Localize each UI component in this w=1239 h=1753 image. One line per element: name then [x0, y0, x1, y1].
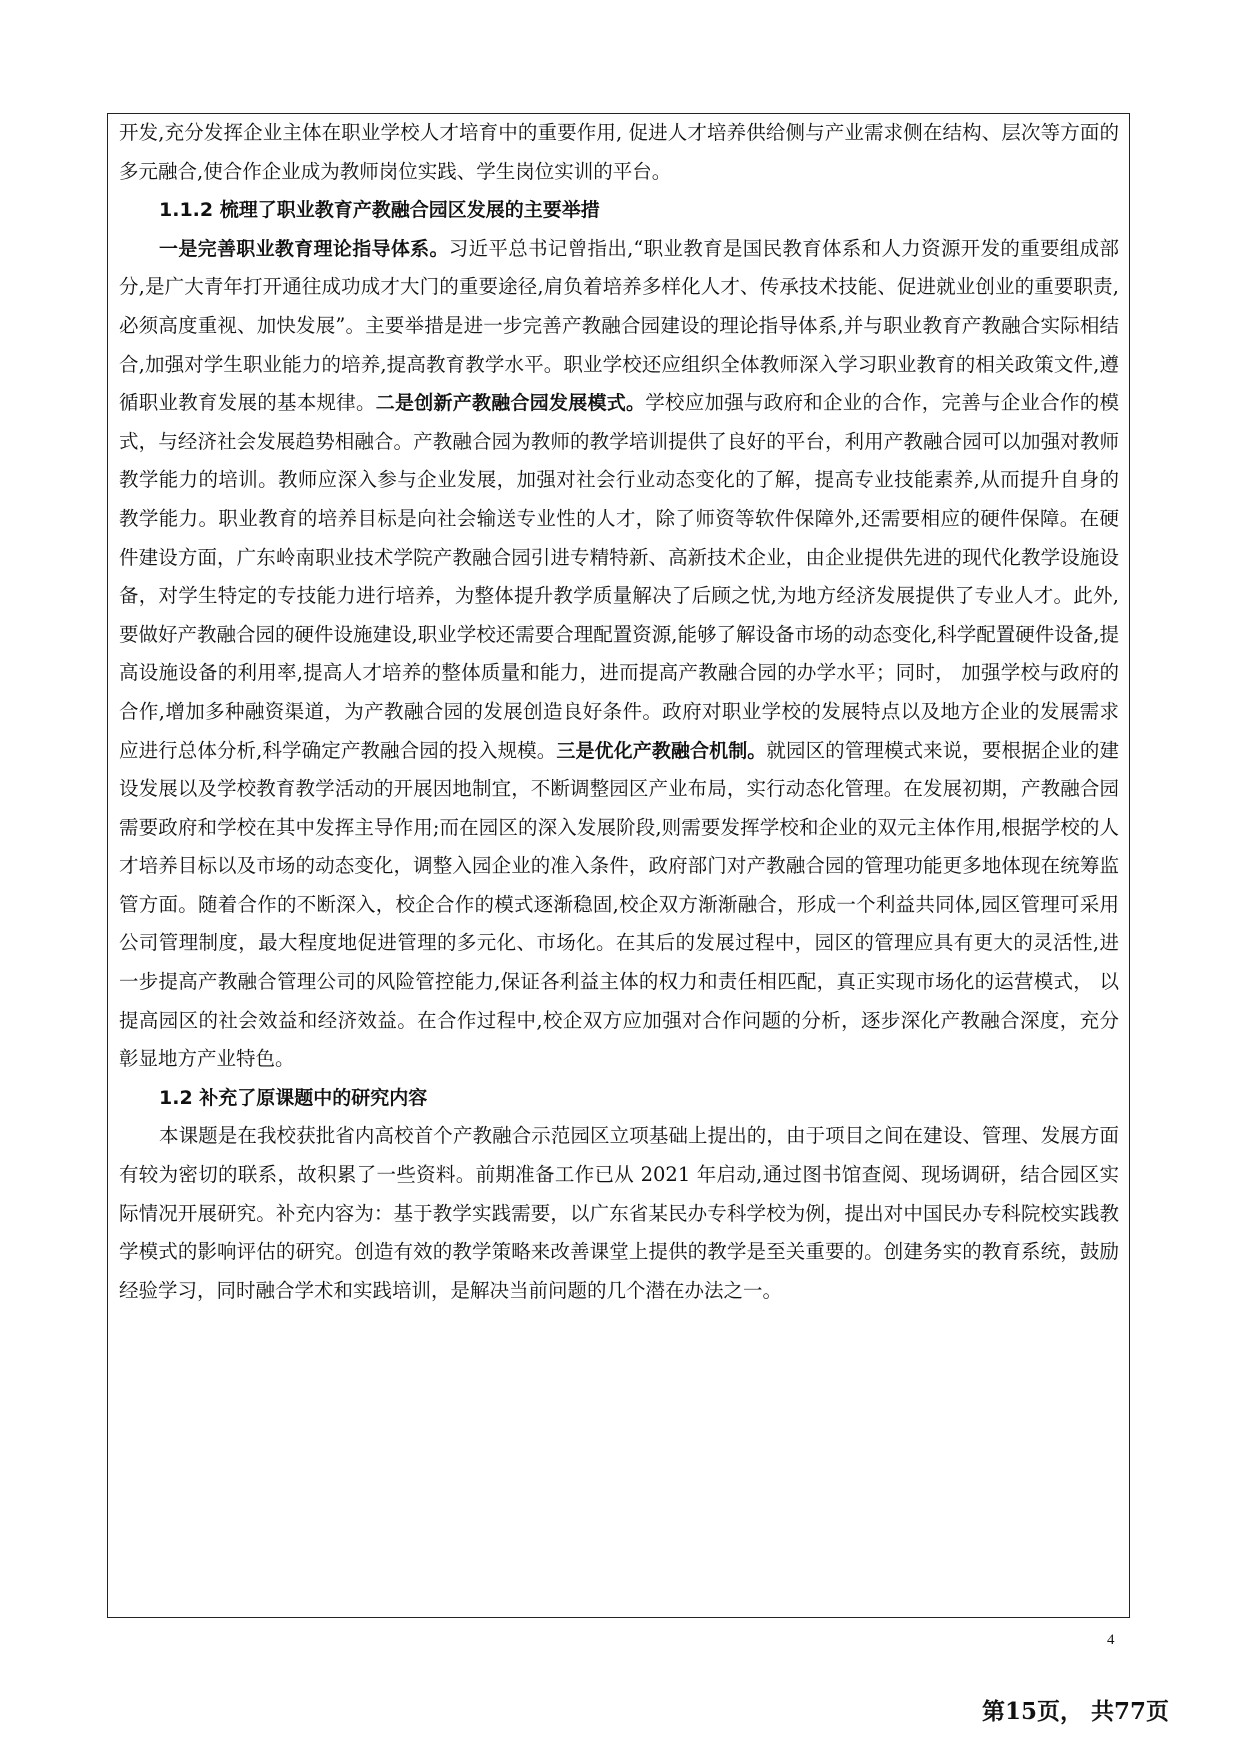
measure-2-title: 二是创新产教融合园发展模式。: [375, 392, 646, 415]
document-body: [119, 114, 1119, 1310]
measure-2-text: 学校应加强与政府和企业的合作，完善与企业合作的模式，与经济社会发展趋势相融合。产教融合园为教师的教学培训提供了良好的平台，利用产教融合园可以加强对教师教学能力的培训。教师应深入参与企业发展，加强对社会行业动态变化的了解，提高专业技能素养,从而提升自身的教学能力。职业教育的培养目标是向社会输送专业性的人才，除了师资等软件保障外,还需要相应的硬件保障。在硬件建设方面，广东岭南职业技术学院产教融合园引进专精特新、高新技术企业，由企业提供先进的现代化教学设施设备，对学生特定的专技能力进行培养，为整体提升教学质量解决了后顾之忧,为地方经济发展提供了专业人才。此外,要做好产教融合园的硬件设施建设,职业学校还需要合理配置资源,能够了解设备市场的动态变化,科学配置硬件设备,提高设施设备的利用率,提高人才培养的整体质量和能力，进而提高产教融合园的办学水平；同时， 加强学校与政府的合作,增加多种融资渠道，为产教融合园的发展创造良好条件。政府对职业学校的发展特点以及地方企业的发展需求应进行总体分析,科学确定产教融合园的投入规模。: [119, 391, 1119, 762]
paragraph-supplement: 本课题是在我校获批省内高校首个产教融合示范园区立项基础上提出的，由于项目之间在建设、管理、发展方面有较为密切的联系，故积累了一些资料。前期准备工作已从 2021 年启动,通过图书馆查阅、现场调研，结合园区实际情况开展研究。补充内容为：基于教学实践需要，以广东省某民办专科学校为例，提出对中国民办专科院校实践教学模式的影响评估的研究。创造有效的教学策略来改善课堂上提供的教学是至关重要的。创建务实的教育系统，鼓励经验学习，同时融合学术和实践培训，是解决当前问题的几个潜在办法之一。: [119, 1124, 1119, 1302]
measure-3-text: 就园区的管理模式来说，要根据企业的建设发展以及学校教育教学活动的开展因地制宜，不断调整园区产业布局，实行动态化管理。在发展初期，产教融合园需要政府和学校在其中发挥主导作用;而在园区的深入发展阶段,则需要发挥学校和企业的双元主体作用,根据学校的人才培养目标以及市场的动态变化，调整入园企业的准入条件，政府部门对产教融合园的管理功能更多地体现在统筹监管方面。随着合作的不断深入，校企合作的模式逐渐稳固,校企双方渐渐融合，形成一个利益共同体,园区管理可采用公司管理制度，最大程度地促进管理的多元化、市场化。在其后的发展过程中，园区的管理应具有更大的灵活性,进一步提高产教融合管理公司的风险管控能力,保证各利益主体的权力和责任相匹配，真正实现市场化的运营模式， 以提高园区的社会效益和经济效益。在合作过程中,校企双方应加强对合作问题的分析，逐步深化产教融合深度，充分彰显地方产业特色。: [119, 738, 1119, 1071]
page-number: 4: [1107, 1632, 1115, 1648]
page-count-label: 第15页， 共77页: [982, 1698, 1170, 1725]
paragraph-measures: [119, 230, 1119, 1079]
section-heading-1-1-2: 1.1.2 梳理了职业教育产教融合园区发展的主要举措: [159, 199, 600, 222]
measure-1-title: 一是完善职业教育理论指导体系。: [159, 237, 449, 260]
paragraph-continuation: 开发,充分发挥企业主体在职业学校人才培育中的重要作用, 促进人才培养供给侧与产业需求侧在结构、层次等方面的多元融合,使合作企业成为教师岗位实践、学生岗位实训的平台。: [119, 121, 1119, 183]
section-heading-1-2: 1.2 补充了原课题中的研究内容: [159, 1086, 428, 1109]
measure-1-text: 习近平总书记曾指出,“职业教育是国民教育体系和人力资源开发的重要组成部分,是广大青年打开通往成功成才大门的重要途径,肩负着培养多样化人才、传承技术技能、促进就业创业的重要职责,必须高度重视、加快发展”。主要举措是进一步完善产教融合园建设的理论指导体系,并与职业教育产教融合实际相结合,加强对学生职业能力的培养,提高教育教学水平。职业学校还应组织全体教师深入学习职业教育的相关政策文件,遵循职业教育发展的基本规律。: [119, 236, 1119, 415]
measure-3-title: 三是优化产教融合机制。: [556, 739, 767, 762]
